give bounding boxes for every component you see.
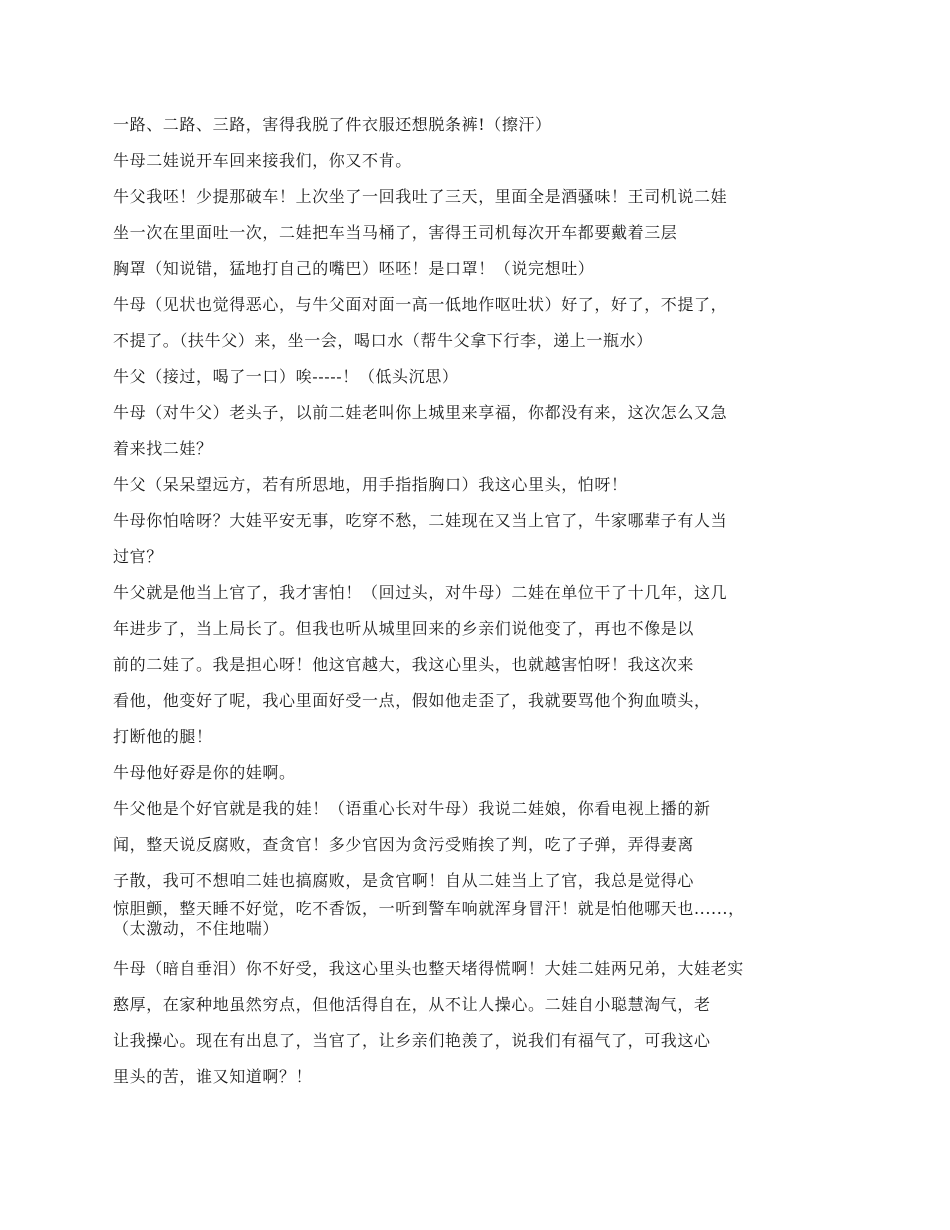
text-line-19: 牛母他好孬是你的娃啊。 [113,763,296,782]
text-line-26: 憨厚，在家种地虽然穷点，但他活得自在，从不让人操心。二娃自小聪慧淘气，老 [113,995,711,1014]
text-line-4: 坐一次在里面吐一次，二娃把车当马桶了，害得王司机每次开车都要戴着三层 [113,223,678,242]
text-line-17: 看他，他变好了呢，我心里面好受一点，假如他走歪了，我就要骂他个狗血喷头， [113,691,711,710]
text-line-16: 前的二娃了。我是担心呀！他这官越大，我这心里头，也就越害怕呀！我这次来 [113,655,695,674]
text-line-28: 里头的苦，谁又知道啊？！ [113,1067,313,1086]
text-line-25: 牛母（暗自垂泪）你不好受，我这心里头也整天堵得慌啊！大娃二娃两兄弟，大娃老实 [113,959,744,978]
text-line-18: 打断他的腿！ [113,727,213,746]
text-line-3: 牛父我呸！少提那破车！上次坐了一回我吐了三天，里面全是酒骚味！王司机说二娃 [113,187,728,206]
text-line-20: 牛父他是个好官就是我的娃！（语重心长对牛母）我说二娃娘，你看电视上播的新 [113,799,711,818]
text-line-7: 不提了。（扶牛父）来，坐一会，喝口水（帮牛父拿下行李，递上一瓶水） [113,331,653,350]
script-text-block [113,107,833,1095]
text-line-8: 牛父（接过，喝了一口）唉-----！（低头沉思） [113,367,459,386]
text-line-14: 牛父就是他当上官了，我才害怕！（回过头，对牛母）二娃在单位干了十几年，这几 [113,583,728,602]
text-line-27: 让我操心。现在有出息了，当官了，让乡亲们艳羡了，说我们有福气了，可我这心 [113,1031,711,1050]
text-line-22: 子散，我可不想咱二娃也搞腐败，是贪官啊！自从二娃当上了官，我总是觉得心 [113,871,695,890]
text-line-5: 胸罩（知说错，猛地打自己的嘴巴）呸呸！是口罩！（说完想吐） [113,259,595,278]
text-line-2: 牛母二娃说开车回来接我们，你又不肯。 [113,151,412,170]
text-line-13: 过官？ [113,547,163,566]
text-line-23: 惊胆颤，整天睡不好觉，吃不香饭，一听到警车响就浑身冒汗！就是怕他哪天也......， [113,899,745,918]
text-line-21: 闻，整天说反腐败，查贪官！多少官因为贪污受贿挨了判，吃了子弹，弄得妻离 [113,835,695,854]
text-line-1: 一路、二路、三路，害得我脱了件衣服还想脱条裤!（擦汗） [113,115,552,134]
text-line-11: 牛父（呆呆望远方，若有所思地，用手指指胸口）我这心里头，怕呀！ [113,475,628,494]
text-line-24: （太激动，不住地喘） [113,919,280,938]
text-line-10: 着来找二娃？ [113,439,213,458]
text-line-6: 牛母（见状也觉得恶心，与牛父面对面一高一低地作呕吐状）好了，好了，不提了， [113,295,728,314]
text-line-9: 牛母（对牛父）老头子，以前二娃老叫你上城里来享福，你都没有来，这次怎么又急 [113,403,728,422]
text-line-12: 牛母你怕啥呀？大娃平安无事，吃穿不愁，二娃现在又当上官了，牛家哪辈子有人当 [113,511,728,530]
text-line-15: 年进步了，当上局长了。但我也听从城里回来的乡亲们说他变了，再也不像是以 [113,619,695,638]
